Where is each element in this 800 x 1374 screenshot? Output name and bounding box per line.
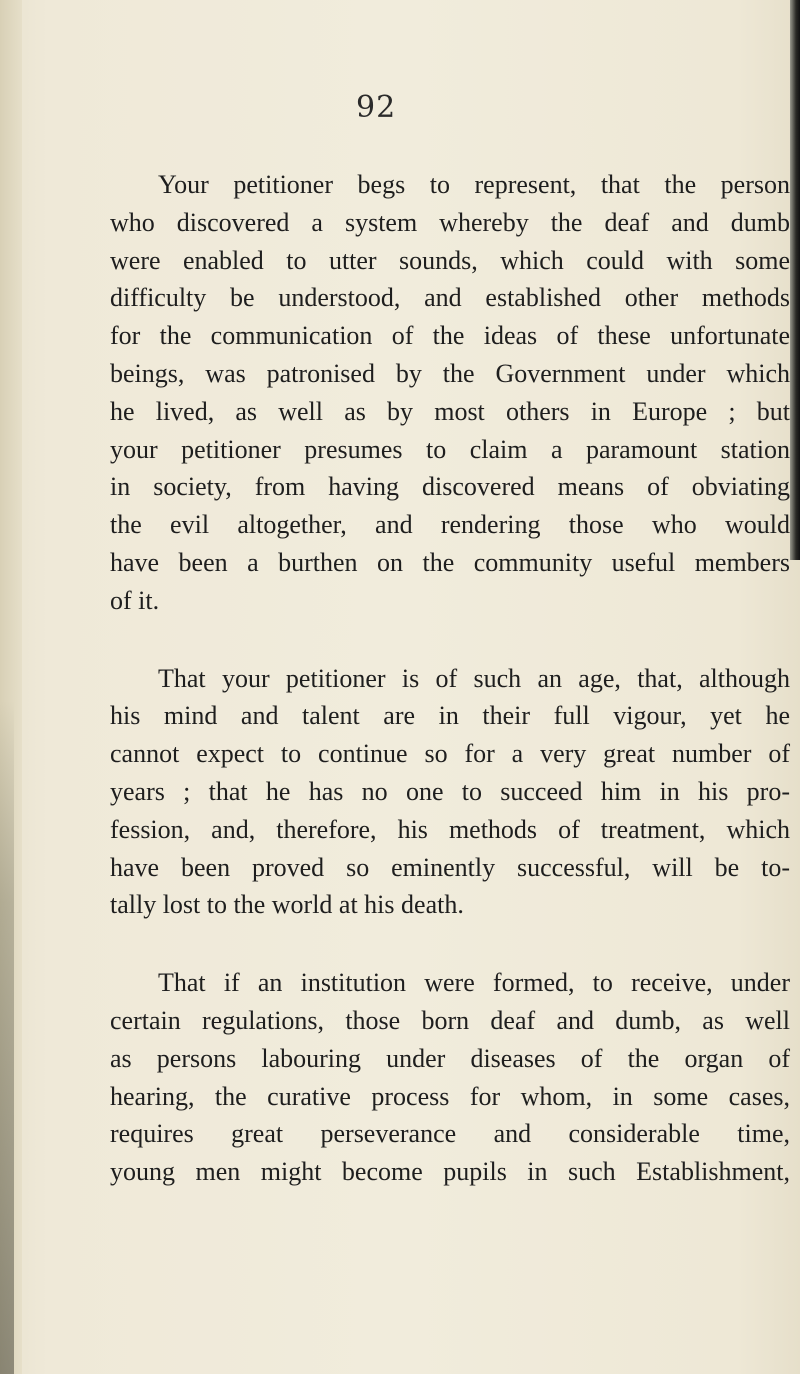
binding-shadow: [0, 700, 14, 1374]
text-line: tally lost to the world at his death.: [110, 890, 464, 920]
text-line: cannot expect to continue so for a very great number of: [110, 739, 790, 769]
paragraph-3: [110, 964, 790, 1191]
text-line: for the communication of the ideas of these unfortunate: [110, 321, 790, 351]
text-line: the evil altogether, and rendering those who would: [110, 510, 790, 540]
text-line: of it.: [110, 585, 160, 615]
text-line: have been a burthen on the community useful members: [110, 547, 790, 577]
text-line: That if an institution were formed, to receive, under: [158, 968, 790, 998]
text-line: were enabled to utter sounds, which could with some: [110, 245, 790, 275]
text-line: hearing, the curative process for whom, in some cases,: [110, 1081, 790, 1111]
text-line: his mind and talent are in their full vigour, yet he: [110, 701, 790, 731]
text-line: beings, was patronised by the Government under which: [110, 358, 790, 388]
text-line: That your petitioner is of such an age, that, although: [158, 663, 790, 693]
text-line: have been proved so eminently successful, will be to-: [110, 852, 790, 882]
page-edge-shadow: [790, 0, 800, 560]
text-line: requires great perseverance and considerable time,: [110, 1119, 790, 1149]
text-line: your petitioner presumes to claim a paramount station: [110, 434, 790, 464]
text-line: fession, and, therefore, his methods of treatment, which: [110, 814, 790, 844]
binding-gutter: [0, 0, 22, 1374]
text-line: in society, from having discovered means of obviating: [110, 472, 790, 502]
text-line: difficulty be understood, and established other methods: [110, 283, 790, 313]
paragraph-2: [110, 660, 790, 925]
text-line: years ; that he has no one to succeed him in his pro-: [110, 776, 790, 806]
body-text: [110, 166, 790, 1231]
text-line: certain regulations, those born deaf and dumb, as well: [110, 1005, 790, 1035]
text-line: he lived, as well as by most others in Europe ; but: [110, 396, 790, 426]
text-line: as persons labouring under diseases of the organ of: [110, 1043, 790, 1073]
text-line: young men might become pupils in such Establishment,: [110, 1157, 790, 1187]
text-line: Your petitioner begs to represent, that the person: [158, 170, 790, 199]
page-number: 92: [356, 90, 397, 125]
paragraph-1: [110, 166, 790, 620]
text-line: who discovered a system whereby the deaf and dumb: [110, 207, 790, 237]
